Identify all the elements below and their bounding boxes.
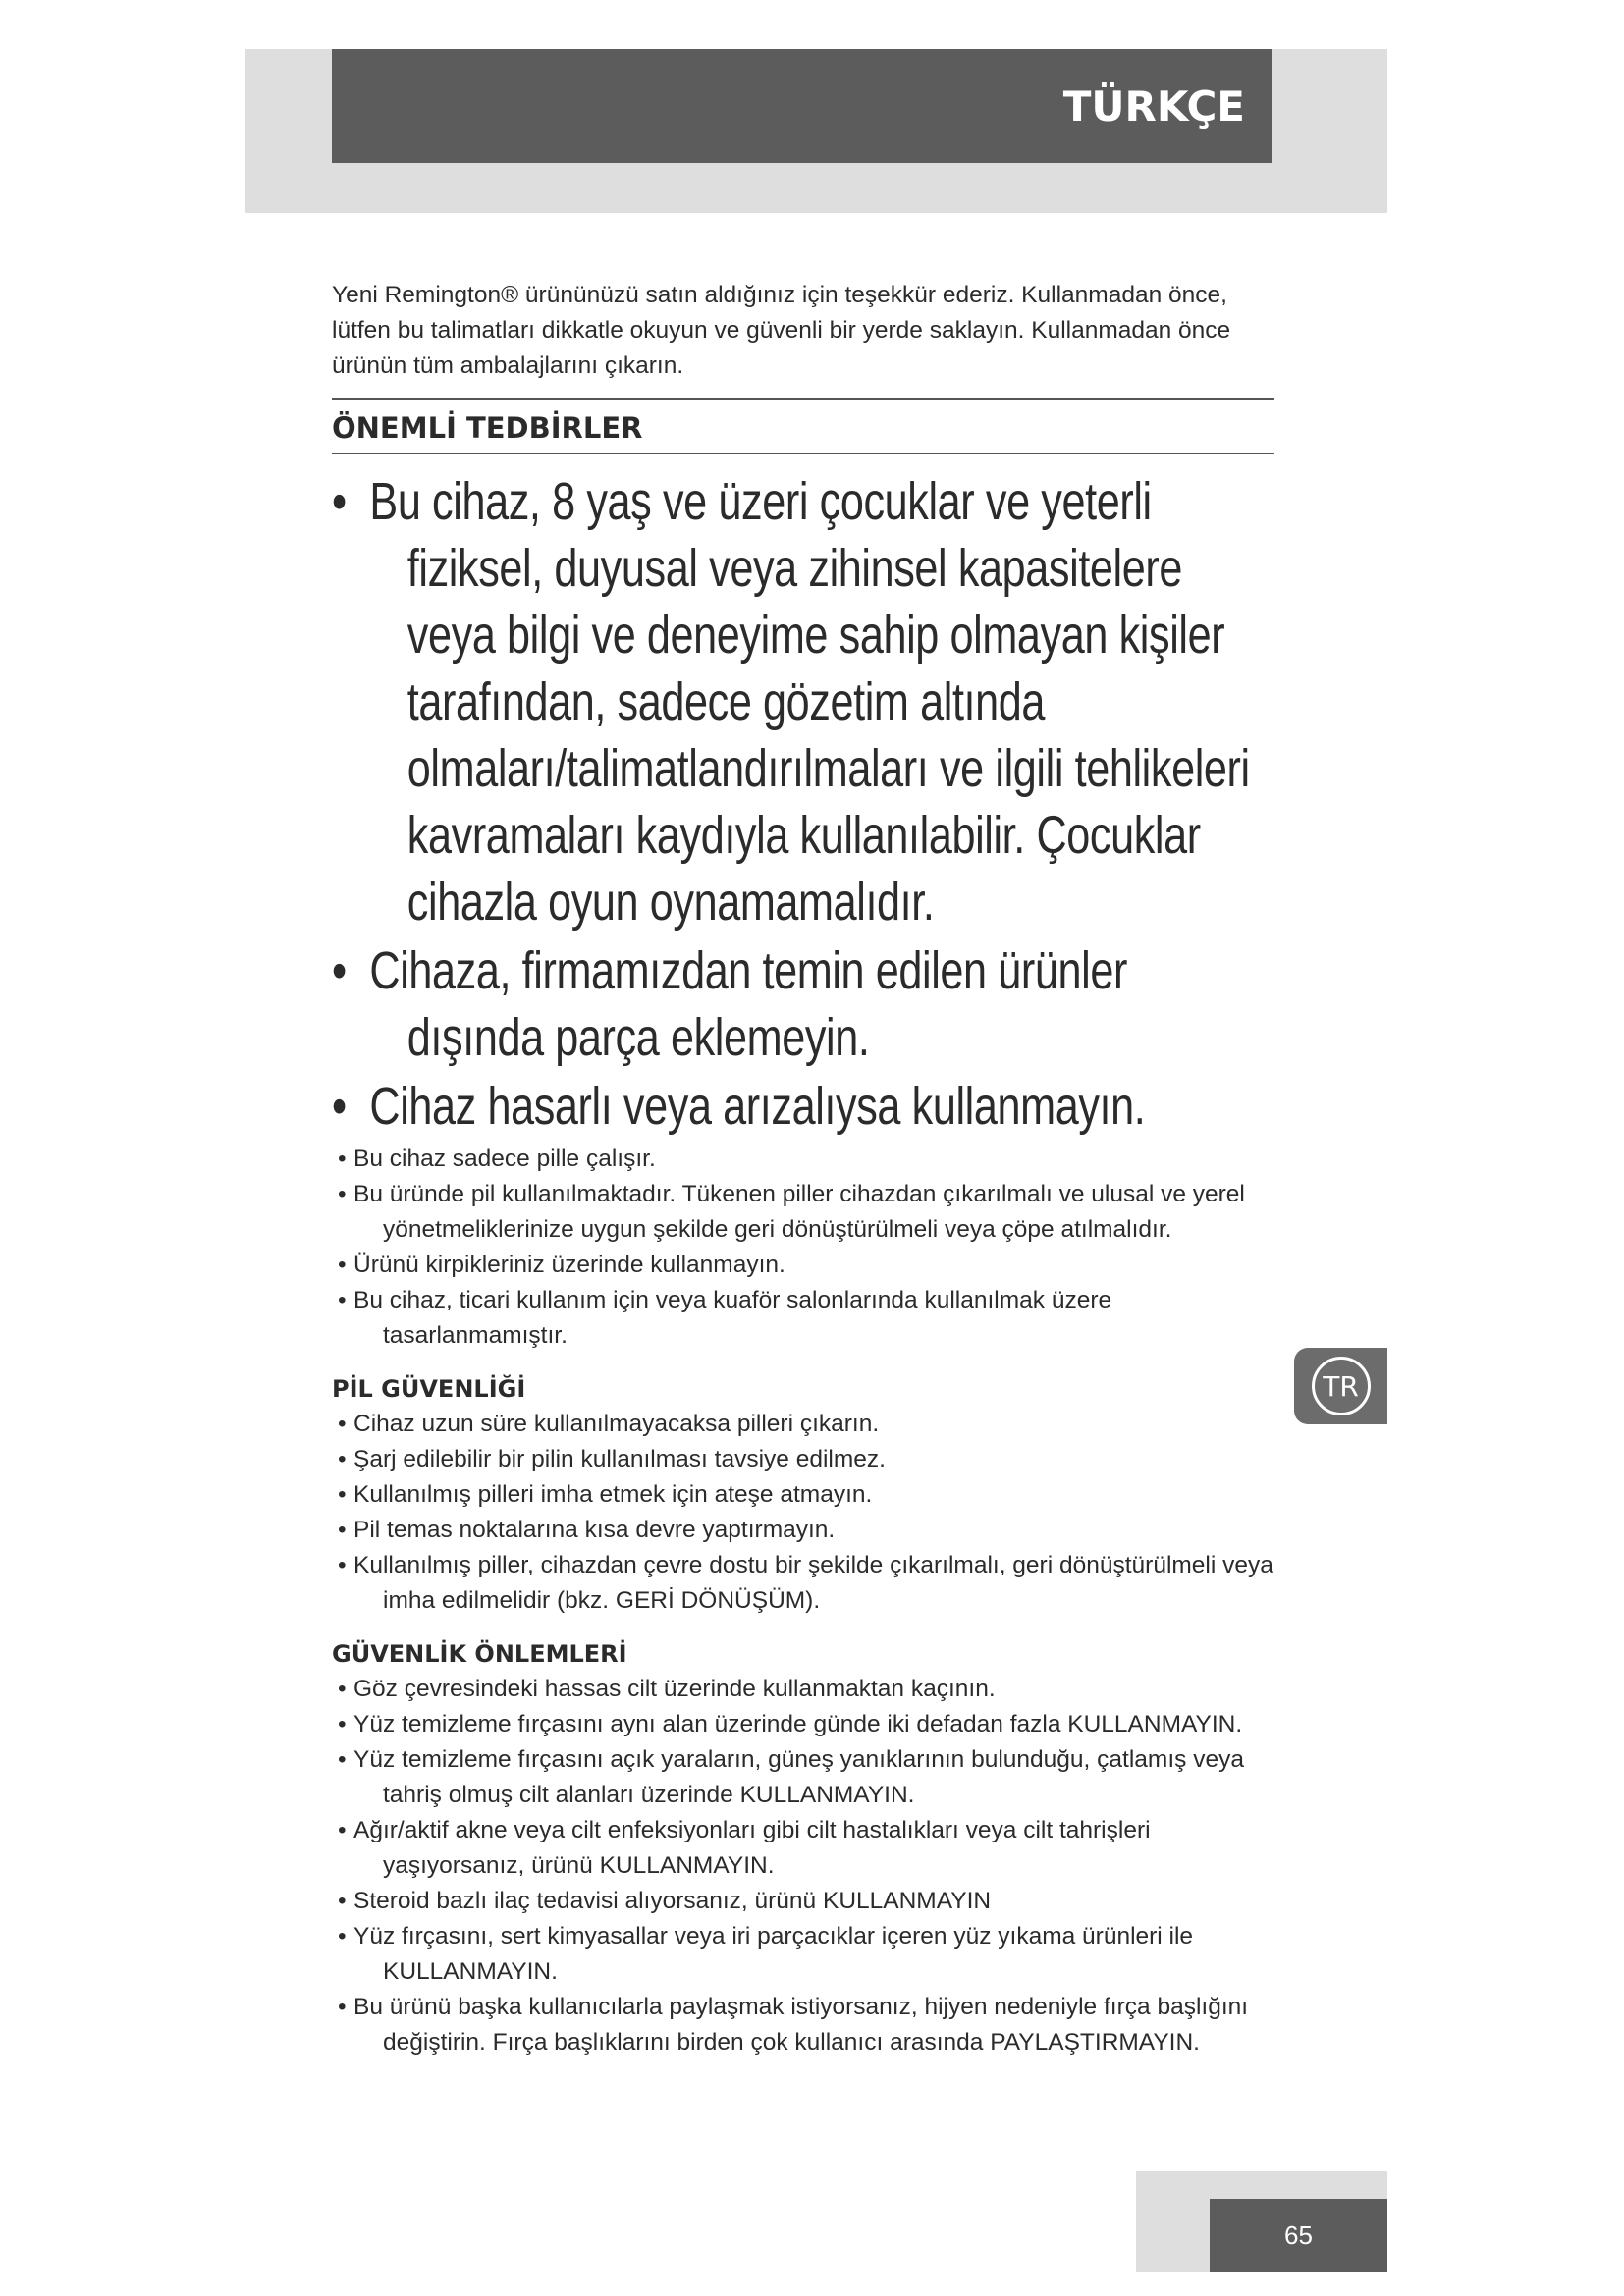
list-item: • Kullanılmış piller, cihazdan çevre dostu bir şekilde çıkarılmalı, geri dönüştürülmeli veya imha edilmelidir (bkz. GERİ DÖNÜŞÜM).: [332, 1548, 1274, 1619]
language-title: TÜRKÇE: [1062, 81, 1245, 131]
list-item: • Bu üründe pil kullanılmaktadır. Tükenen piller cihazdan çıkarılmalı ve ulusal ve yerel yönetmeliklerinize uygun şekilde geri dönüştürülmeli veya çöpe atılmalıdır.: [332, 1177, 1274, 1248]
page-number-box: [1210, 2199, 1387, 2272]
battery-safety-title: PİL GÜVENLİĞİ: [332, 1375, 526, 1403]
list-item: • Bu cihaz sadece pille çalışır.: [332, 1142, 1274, 1177]
battery-safety-list: [332, 1407, 1274, 1619]
safety-precautions-list: [332, 1672, 1274, 2060]
list-item: • Göz çevresindeki hassas cilt üzerinde kullanmaktan kaçının.: [332, 1672, 1274, 1707]
page-number: 65: [1284, 2220, 1313, 2250]
list-item: • Cihaza, firmamızdan temin edilen ürünler dışında parça eklemeyin.: [332, 937, 1265, 1071]
page-content: [332, 278, 1274, 2060]
important-title: ÖNEMLİ TEDBİRLER: [332, 411, 643, 445]
language-badge: TR: [1312, 1357, 1371, 1415]
important-list: [332, 1142, 1274, 1354]
list-item: • Steroid bazlı ilaç tedavisi alıyorsanız, ürünü KULLANMAYIN: [332, 1884, 1274, 1919]
list-item: • Pil temas noktalarına kısa devre yaptırmayın.: [332, 1513, 1274, 1548]
list-item: • Yüz fırçasını, sert kimyasallar veya iri parçacıklar içeren yüz yıkama ürünleri ile KULLANMAYIN.: [332, 1919, 1274, 1990]
list-item: • Cihaz uzun süre kullanılmayacaksa pilleri çıkarın.: [332, 1407, 1274, 1442]
list-item: • Yüz temizleme fırçasını aynı alan üzerinde günde iki defadan fazla KULLANMAYIN.: [332, 1707, 1274, 1742]
list-item: • Ağır/aktif akne veya cilt enfeksiyonları gibi cilt hastalıkları veya cilt tahrişleri yaşıyorsanız, ürünü KULLANMAYIN.: [332, 1813, 1274, 1884]
language-header: [332, 49, 1272, 163]
list-item: • Bu cihaz, ticari kullanım için veya kuaför salonlarında kullanılmak üzere tasarlanmamıştır.: [332, 1283, 1274, 1354]
list-item: • Şarj edilebilir bir pilin kullanılması tavsiye edilmez.: [332, 1442, 1274, 1477]
list-item: • Bu cihaz, 8 yaş ve üzeri çocuklar ve yeterli fiziksel, duyusal veya zihinsel kapasitelere veya bilgi ve deneyime sahip olmayan kişiler tarafından, sadece gözetim altında olmaları/talimatlandırılmaları ve ilgili tehlikeleri kavramaları kaydıyla kullanılabilir. Çocuklar cihazla oyun oynamamalıdır.: [332, 468, 1265, 935]
intro-paragraph: Yeni Remington® ürününüzü satın aldığınız için teşekkür ederiz. Kullanmadan önce, lütfen bu talimatları dikkatle okuyun ve güvenli bir yerde saklayın. Kullanmadan önce ürünün tüm ambalajlarını çıkarın.: [332, 282, 1231, 379]
list-item: • Kullanılmış pilleri imha etmek için ateşe atmayın.: [332, 1477, 1274, 1513]
list-item: • Ürünü kirpikleriniz üzerinde kullanmayın.: [332, 1248, 1274, 1283]
list-item: • Bu ürünü başka kullanıcılarla paylaşmak istiyorsanız, hijyen nedeniyle fırça başlığını değiştirin. Fırça başlıklarını birden çok kullanıcı arasında PAYLAŞTIRMAYIN.: [332, 1990, 1274, 2060]
list-item: • Yüz temizleme fırçasını açık yaraların, güneş yanıklarının bulunduğu, çatlamış veya tahriş olmuş cilt alanları üzerinde KULLANMAYIN.: [332, 1742, 1274, 1813]
important-large-list: [332, 468, 1274, 1140]
list-item: • Cihaz hasarlı veya arızalıysa kullanmayın.: [332, 1073, 1265, 1140]
section-rule-bottom: [332, 453, 1274, 454]
language-tab: [1294, 1348, 1387, 1424]
safety-precautions-title: GÜVENLİK ÖNLEMLERİ: [332, 1640, 627, 1668]
